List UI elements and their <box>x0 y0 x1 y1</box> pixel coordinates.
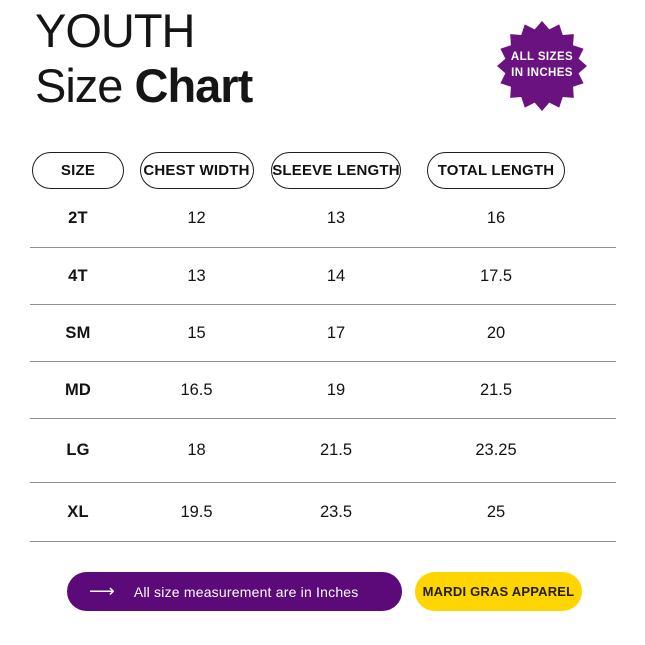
header-sleeve-length: SLEEVE LENGTH <box>271 152 401 189</box>
size-value: LG <box>66 441 90 459</box>
all-sizes-badge <box>497 21 587 111</box>
header-total-length: TOTAL LENGTH <box>427 152 565 189</box>
sleeve-length-value: 23.5 <box>319 502 353 521</box>
long-right-arrow-icon: ⟶ <box>89 580 115 601</box>
sleeve-length-value: 14 <box>326 266 346 285</box>
header-size: SIZE <box>32 152 124 189</box>
table-row <box>30 362 616 419</box>
chest-width-value: 12 <box>187 209 206 227</box>
size-value: XL <box>67 502 89 521</box>
badge-text <box>497 21 587 111</box>
chest-width-value: 13 <box>187 266 206 285</box>
measurement-note-pill <box>67 572 402 611</box>
sleeve-length-value: 21.5 <box>319 441 353 459</box>
page-title <box>35 4 252 114</box>
badge-line-2: IN INCHES <box>511 67 573 79</box>
size-value: SM <box>65 323 91 342</box>
title-line-2: Size Chart <box>35 58 253 112</box>
table-row <box>30 248 616 305</box>
chest-width-value: 18 <box>187 441 206 459</box>
sleeve-length-value: 13 <box>326 209 346 227</box>
chest-width-value: 16.5 <box>180 380 213 399</box>
size-value: 2T <box>68 209 88 227</box>
size-value: 4T <box>68 266 88 285</box>
table-row <box>30 305 616 362</box>
table-header-row <box>30 152 616 189</box>
table-row <box>30 419 616 483</box>
total-length-value: 23.25 <box>475 441 517 459</box>
total-length-value: 17.5 <box>479 266 513 285</box>
size-value: MD <box>64 380 92 399</box>
total-length-value: 21.5 <box>479 380 513 399</box>
sleeve-length-value: 17 <box>326 323 346 342</box>
table-row <box>30 483 616 542</box>
measurement-note-text: All size measurement are in Inches <box>133 583 359 600</box>
badge-line-1: ALL SIZES <box>510 51 574 64</box>
size-table <box>30 190 616 542</box>
chest-width-value: 15 <box>187 323 206 342</box>
total-length-value: 20 <box>486 323 506 342</box>
chest-width-value: 19.5 <box>180 502 213 521</box>
total-length-value: 25 <box>486 502 506 521</box>
total-length-value: 16 <box>486 209 506 227</box>
brand-pill: MARDI GRAS APPAREL <box>415 572 582 611</box>
title-line-1: YOUTH <box>35 4 195 57</box>
sleeve-length-value: 19 <box>326 380 346 399</box>
header-chest-width: CHEST WIDTH <box>140 152 254 189</box>
table-row <box>30 190 616 248</box>
